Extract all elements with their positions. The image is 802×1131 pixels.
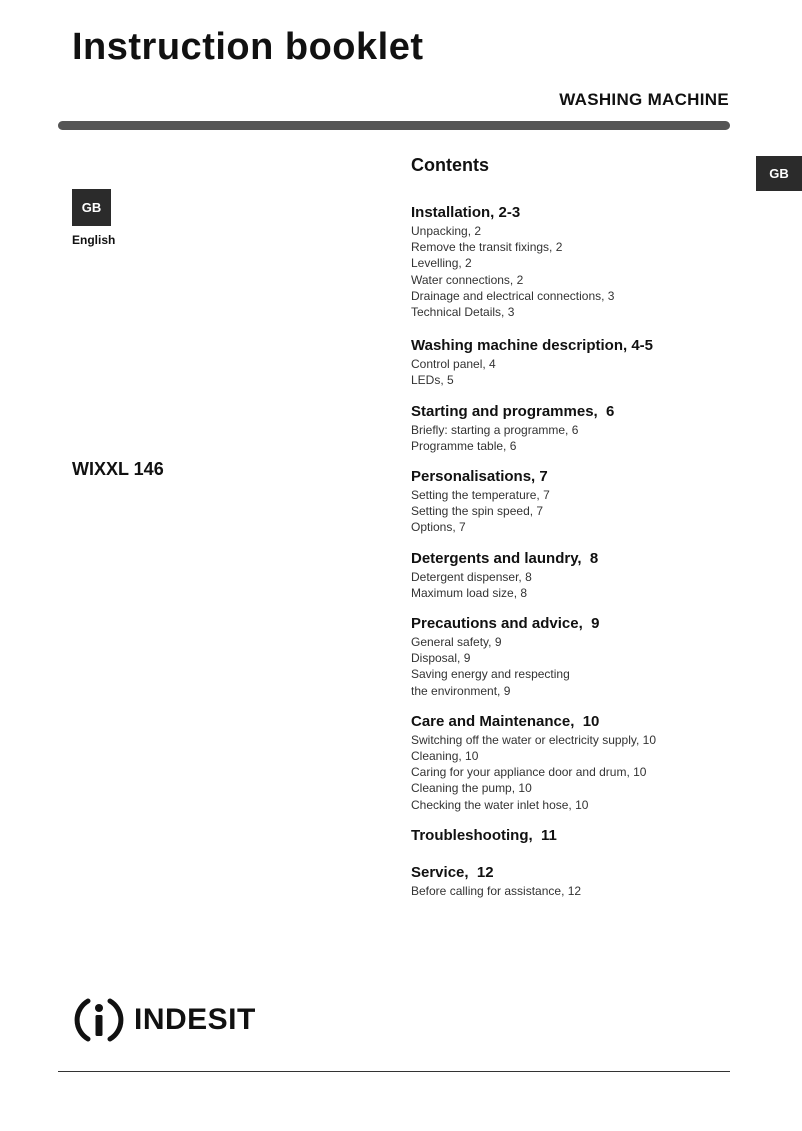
- toc-item: Saving energy and respecting: [411, 667, 570, 682]
- toc-item: Before calling for assistance, 12: [411, 883, 582, 898]
- page-subtitle: WASHING MACHINE: [559, 90, 729, 109]
- toc-item: Switching off the water or electricity supply, 10: [411, 732, 657, 747]
- toc-item: Checking the water inlet hose, 10: [411, 797, 589, 812]
- contents-heading: Contents: [411, 155, 489, 175]
- toc-item-list: [411, 883, 741, 899]
- language-label: English: [72, 233, 116, 247]
- toc-section: [411, 826, 741, 846]
- header-divider: [58, 121, 730, 130]
- toc-item: Programme table, 6: [411, 438, 517, 453]
- toc-item: Cleaning the pump, 10: [411, 781, 532, 796]
- toc-item: Detergent dispenser, 8: [411, 569, 532, 584]
- toc-item: Levelling, 2: [411, 256, 472, 271]
- toc-item-list: [411, 487, 741, 536]
- toc-section: [411, 863, 741, 899]
- toc-item-list: [411, 422, 741, 454]
- toc-item-list: [411, 356, 741, 388]
- toc-item: Unpacking, 2: [411, 224, 482, 238]
- toc-item: LEDs, 5: [411, 373, 454, 388]
- toc-item-list: [411, 569, 741, 601]
- toc-item: the environment, 9: [411, 683, 511, 698]
- toc-item: Drainage and electrical connections, 3: [411, 288, 615, 303]
- toc-item: Options, 7: [411, 520, 466, 535]
- toc-item: Briefly: starting a programme, 6: [411, 422, 579, 437]
- toc-section: [411, 203, 741, 320]
- toc-item: Water connections, 2: [411, 272, 524, 287]
- logo-wordmark: INDESIT: [134, 1003, 256, 1036]
- footer-divider: [58, 1071, 730, 1072]
- toc-section-title: Installation, 2-3: [411, 204, 521, 221]
- toc-section: [411, 549, 741, 601]
- toc-section: [411, 614, 741, 699]
- toc-item: Setting the spin speed, 7: [411, 504, 544, 519]
- toc-section-title: Detergents and laundry, 8: [411, 549, 599, 567]
- toc-section: [411, 402, 741, 454]
- toc-item: Cleaning, 10: [411, 749, 479, 764]
- toc-item: Remove the transit fixings, 2: [411, 240, 563, 255]
- brand-logo: [72, 993, 256, 1047]
- toc-item-list: [411, 634, 741, 699]
- toc-item: Caring for your appliance door and drum, 10: [411, 765, 647, 780]
- language-badge: GB: [72, 189, 111, 226]
- toc-section-title: Starting and programmes, 6: [411, 402, 615, 420]
- model-name: WIXXL 146: [72, 459, 164, 479]
- toc-item: General safety, 9: [411, 635, 502, 650]
- side-tab: GB: [756, 156, 802, 191]
- toc-section: [411, 336, 741, 388]
- toc-section-title: Care and Maintenance, 10: [411, 712, 600, 730]
- toc-item: Disposal, 9: [411, 651, 471, 666]
- indesit-logo-icon: [72, 993, 126, 1047]
- toc-item: Setting the temperature, 7: [411, 488, 550, 503]
- toc-section-title: Service, 12: [411, 863, 494, 881]
- toc-section: [411, 467, 741, 536]
- toc-item: Control panel, 4: [411, 357, 496, 372]
- page-title: Instruction booklet: [72, 26, 424, 68]
- toc-section: [411, 712, 741, 813]
- toc-item: Technical Details, 3: [411, 305, 515, 320]
- toc-section-title: Personalisations, 7: [411, 468, 548, 486]
- toc-item: Maximum load size, 8: [411, 585, 528, 600]
- toc-section-title: Washing machine description, 4-5: [411, 337, 653, 355]
- table-of-contents: [411, 190, 741, 899]
- toc-item-list: [411, 732, 741, 813]
- toc-section-title: Troubleshooting, 11: [411, 826, 557, 844]
- toc-section-title: Precautions and advice, 9: [411, 615, 600, 633]
- toc-item-list: [411, 223, 741, 320]
